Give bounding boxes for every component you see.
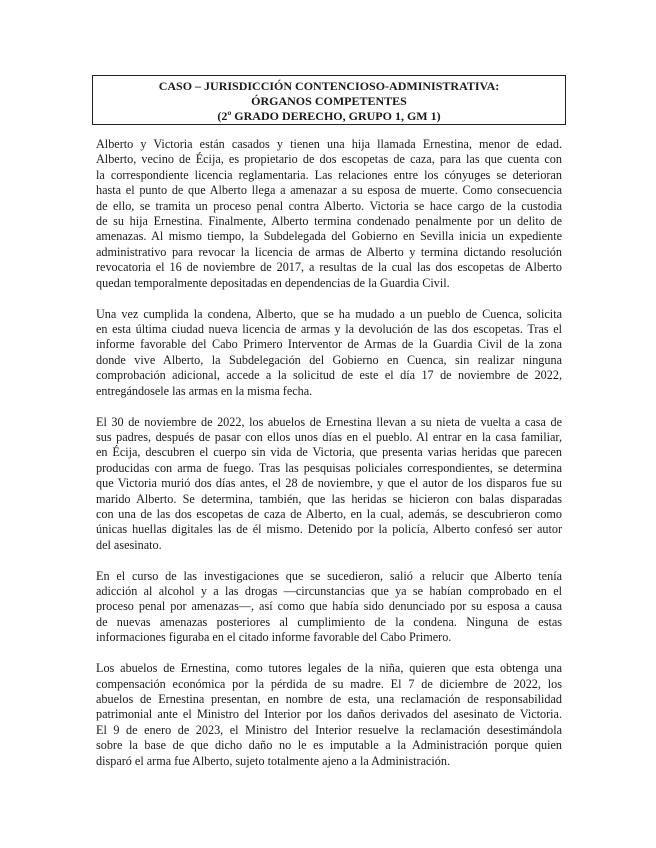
text-line: informe favorable del Cabo Primero Interventor de Armas de la Guardia Civil de la zona: [96, 337, 562, 352]
text-line: administrativo para revocar la licencia de armas de Alberto y termina dictando resolución: [96, 244, 562, 259]
text-line: Una vez cumplida la condena, Alberto, que se ha mudado a un pueblo de Cuenca, solicita: [96, 306, 562, 321]
text-line: en esta última ciudad nueva licencia de armas y la devolución de las dos escopetas. Tras el: [96, 321, 562, 336]
text-line: en Écija, descubren el cuerpo sin vida de Victoria, que presenta varias heridas que parecen: [96, 445, 562, 460]
text-line: Alberto, vecino de Écija, es propietario de dos escopetas de caza, para las que cuenta con: [96, 152, 562, 167]
text-line: adicción al alcohol y a las drogas —circunstancias que ya se habían comprobado en el: [96, 584, 562, 599]
text-line: abuelos de Ernestina presentan, en nombre de esta, una reclamación de responsabilidad: [96, 692, 562, 706]
text-line: sobre la base de que dicho daño no le es imputable a la Administración porque quien: [96, 738, 562, 753]
text-line: El 30 de noviembre de 2022, los abuelos de Ernestina llevan a su nieta de vuelta a casa de: [96, 414, 562, 429]
text-line: producidas con arma de fuego. Tras las pesquisas policiales correspondientes, se determina: [96, 460, 562, 475]
text-line: con una de las dos escopetas de caza de Alberto, en la cual, además, se descubrieron como: [96, 506, 562, 521]
text-line: de nuevas amenazas posteriores al cumplimiento de la condena. Ninguna de estas: [96, 614, 562, 629]
title-line-3: (2º GRADO DERECHO, GRUPO 1, GM 1): [217, 109, 441, 123]
paragraph-5: [96, 661, 562, 769]
text-line: disparó el arma fue Alberto, sujeto totalmente ajeno a la Administración.: [96, 753, 451, 768]
text-line: patrimonial ante el Ministro del Interior por los daños derivados del asesinato de Victoria.: [96, 707, 562, 722]
text-line: hasta el punto de que Alberto llega a amenazar a su esposa de muerte. Como consecuencia: [96, 183, 562, 198]
text-line: entregándosele las armas en la misma fecha.: [96, 383, 313, 398]
title-line-1: CASO – JURISDICCIÓN CONTENCIOSO-ADMINISTRATIVA:: [158, 79, 500, 93]
title-line-2: ÓRGANOS COMPETENTES: [251, 94, 407, 108]
paragraph-2: [96, 307, 562, 399]
text-line: de su hija Ernestina. Finalmente, Alberto termina condenado penalmente por un delito de: [96, 214, 562, 229]
text-line: del asesinato.: [96, 537, 162, 552]
text-line: la correspondiente licencia reglamentaria. Las relaciones entre los cónyuges se deterioran: [96, 167, 562, 182]
text-line: compensación económica por la pérdida de su madre. El 7 de diciembre de 2022, los: [96, 676, 562, 691]
text-line: revocatoria el 16 de noviembre de 2017, a resultas de la cual las dos escopetas de Alberto: [96, 260, 562, 275]
text-line: sus padres, después de pasar con ellos unos días en el pueblo. Al entrar en la casa familiar,: [96, 429, 562, 444]
text-line: amenazas. Al mismo tiempo, la Subdelegada del Gobierno en Sevilla inicia un expediente: [96, 229, 562, 244]
text-line: En el curso de las investigaciones que se sucedieron, salió a relucir que Alberto tenía: [96, 568, 562, 583]
text-line: proceso penal por amenazas—, así como que había sido denunciado por su esposa a causa: [96, 599, 562, 614]
text-line: Los abuelos de Ernestina, como tutores legales de la niña, quieren que esta obtenga una: [96, 661, 562, 676]
case-title-box: [92, 75, 566, 125]
text-line: únicas huellas digitales las de él mismo. Detenido por la policía, Alberto confesó ser autor: [96, 522, 562, 537]
text-line: de ello, se tramita un proceso penal contra Alberto. Victoria se hace cargo de la custodia: [96, 198, 562, 213]
text-line: donde vive Alberto, la Subdelegación del Gobierno en Cuenca, sin realizar ninguna: [96, 352, 562, 367]
paragraph-3: [96, 415, 562, 554]
text-line: marido Alberto. Se determina, también, que las heridas se hicieron con balas disparadas: [96, 491, 562, 506]
text-line: El 9 de enero de 2023, el Ministro del Interior resuelve la reclamación desestimándola: [96, 722, 562, 737]
case-body: [96, 137, 562, 785]
text-line: comprobación adicional, accede a la solicitud de este el día 17 de noviembre de 2022,: [96, 368, 562, 383]
paragraph-4: [96, 569, 562, 646]
text-line: que Victoria murió dos días antes, el 28 de noviembre, y que el autor de los disparos fue su: [96, 476, 562, 491]
paragraph-1: [96, 137, 562, 291]
text-line: informaciones figuraba en el citado informe favorable del Cabo Primero.: [96, 630, 452, 645]
text-line: Alberto y Victoria están casados y tienen una hija llamada Ernestina, menor de edad.: [96, 137, 562, 151]
text-line: quedan temporalmente depositadas en dependencias de la Guardia Civil.: [96, 275, 450, 290]
